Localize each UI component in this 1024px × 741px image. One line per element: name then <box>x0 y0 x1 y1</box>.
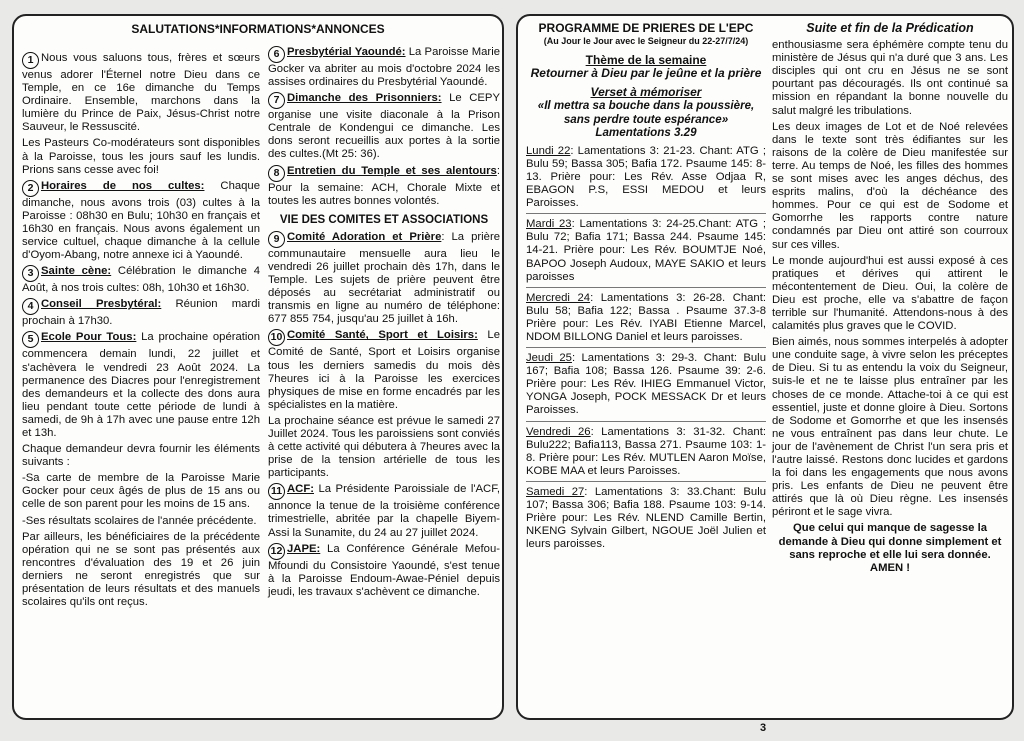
announcement-item <box>22 472 260 511</box>
day-text: : Lamentations 3: 29-3. Chant: Bulu 167; Bafia 108; Bassa 126. Psaume 39: 2-6. Prière pour: Les Rév. IHIEG Emmanuel Victor, YONGA Joseph, POCK MESSACK Dr et leurs Paroisses. <box>526 352 766 417</box>
item-text: : La prière communautaire mensuelle aura lieu le vendredi 26 juillet prochain dès 17h, dans le Temple. Les sujets de prière peuvent être déposés au secrétariat administratif ou transmis en ligne au numéro de téléphone: 677 855 754, jusqu'au 25 juillet à 16h. <box>268 230 500 326</box>
day-label: Mardi 23 <box>526 218 572 231</box>
item-number: 1 <box>22 52 39 69</box>
committee-item <box>268 329 500 411</box>
item-title: Entretien du Temple et ses alentours <box>287 164 497 177</box>
announcement-item <box>22 298 260 328</box>
item-title: Sainte cène: <box>41 265 112 278</box>
announcement-item <box>22 180 260 262</box>
theme-text: Retourner à Dieu par le jeûne et la prière <box>530 66 762 81</box>
item-number: 2 <box>22 180 39 197</box>
item-text: La prochaine séance est prévue le samedi 27 Juillet 2024. Tous les paroissiens sont conviés à cette activité qui débutera à 7heures avec la prise de la tension artérielle de tous les participants. <box>268 414 500 480</box>
announcement-item <box>268 46 500 89</box>
item-number: 4 <box>22 298 39 315</box>
item-text: La Conférence Générale Mefou-Mfoundi du Consistoire Yaoundé, s'est tenue à la Paroisse Endoum-Awae-Péniel depuis jeudi, les travaux s'achèvent ce dimanche. <box>268 542 500 598</box>
announcements-panel <box>12 14 504 720</box>
item-text: Par ailleurs, les bénéficiaires de la précédente opération qui ne se sont pas présentés aux rencontres d'évaluation des 19 et 26 juin derniers ne seront enregistrés que sur présentation de leurs résultats et des manuels scolaires qu'ils ont reçus. <box>22 530 260 609</box>
day-entry <box>526 486 766 554</box>
announcement-item <box>22 137 260 176</box>
announcements-column-2 <box>268 46 500 718</box>
announcement-item <box>22 515 260 528</box>
announcement-item <box>22 443 260 469</box>
item-text: Célébration le dimanche 4 Août, à nos trois cultes: 08h, 10h30 et 16h30. <box>22 265 260 295</box>
item-text: Le CEPY organise une visite diaconale à la Prison Centrale de Kondengui ce dimanche. Les dons seront recueillis aux portes à la sortie des cultes.(Mt 25: 36). <box>268 92 501 161</box>
day-entry <box>526 352 766 421</box>
item-text: -Ses résultats scolaires de l'année précédente. <box>22 514 257 527</box>
day-text: : Lamentations 3: 24-25.Chant: ATG ; Bulu 72; Bafia 171; Bassa 244. Psaume 145: 14-21. Prière pour: Les Rév. BOUMTJE Noé, BAPOO Joseph Audoux, MAYE SAKIO et leurs paroisses <box>526 218 766 283</box>
announcement-item <box>268 92 500 161</box>
committee-item <box>268 483 500 539</box>
committee-item <box>268 415 500 480</box>
day-text: : Lamentations 3: 26-28. Chant: Bulu 58; Bafia 122; Bassa . Psaume 37.3-8 Prière pour: Les Rév. IYABI Etienne Marcel, NDOM BILLONG Daniel et leurs paroisses. <box>526 291 766 343</box>
item-text: Le Comité de Santé, Sport et Loisirs organise tous les derniers samedis du mois dès 7heures ici à la Paroisse les exercices physiques de mise en forme encadrés par les spécialistes en la matière. <box>268 329 500 411</box>
sermon-suite-title: Suite et fin de la Prédication <box>806 21 974 35</box>
program-subtitle: (Au Jour le Jour avec le Seigneur du 22-27/7/24) <box>543 36 749 47</box>
announcement-item <box>22 531 260 610</box>
item-text: Chaque demandeur devra fournir les éléments suivants : <box>22 443 260 469</box>
item-number: 7 <box>268 92 285 109</box>
program-title: PROGRAMME DE PRIERES DE L'EPC <box>538 21 754 35</box>
committees-section-title: VIE DES COMITES ET ASSOCIATIONS <box>279 213 489 226</box>
sermon-paragraph: enthousiasme sera éphémère compte tenu du ministère de Jésus qui n'a duré que 3 ans. Les disciples qui ont cru en Jésus ne se sont pourtant pas découragés. Ils ont continué sa mission en répandant la bonne nouvelle du salut malgré les tribulations. <box>772 39 1008 117</box>
sermon-conclusion-column <box>772 22 1008 718</box>
verse-text: «Il mettra sa bouche dans la poussière, sans perdre toute espérance» Lamentations 3.29 <box>537 99 755 139</box>
item-title: Comité Adoration et Prière <box>287 230 442 243</box>
item-title: Ecole Pour Tous: <box>41 331 137 344</box>
day-text: : Lamentations 3: 31-32. Chant: Bulu222; Bafia113, Bassa 271. Psaume 103: 1-8. Prière pour: Les Rév. MUTLEN Aaron Moïse, KOBE MAA et leurs Paroisses. <box>526 425 766 477</box>
prayer-program-column <box>526 22 766 718</box>
committee-item <box>268 543 500 599</box>
announcement-item <box>22 265 260 295</box>
page-number: 3 <box>760 722 767 734</box>
item-number: 9 <box>268 231 285 248</box>
closing-text: Que celui qui manque de sagesse la demande à Dieu qui donne simplement et sans reproche et elle lui sera donnée. AMEN ! <box>778 522 1002 574</box>
item-text: La prochaine opération commencera demain lundi, 22 juillet et s'achèvera le vendredi 23 Août 2024. La permanence des Diacres pour l'enregistrement des demandeurs et la collecte des dons aura lieu pendant toute cette période de lundi à samedi, de 9h à 17h avec une pause entre 12h et 13h. <box>22 331 260 439</box>
announcement-item <box>22 331 260 440</box>
item-text: Chaque dimanche, nous avons trois (03) cultes à la Paroisse : 08h30 en Bulu; 10h30 en français et 16h30 en français. Nous avons également un service cultuel, chaque dimanche à la cellule d'Oyom-Abang, notre annexe ici à Yaoundé. <box>22 179 260 262</box>
item-number: 6 <box>268 46 285 63</box>
item-text: Nous vous saluons tous, frères et sœurs venus adorer l'Éternel notre Dieu dans ce Temple, en ce 16e dimanche du Temps Ordinaire. Ensemble, marchons dans la lumière du Prince de Paix, Jésus-Christ notre Sauveur, le Ressuscité. <box>22 52 260 134</box>
day-entry <box>526 292 766 348</box>
committee-item <box>268 231 500 327</box>
announcement-item <box>268 165 500 208</box>
announcement-item <box>22 52 260 134</box>
item-text: Les Pasteurs Co-modérateurs sont disponibles à la Paroisse, tous les jours sauf les lundis. Prions sans cesse avec foi! <box>22 137 260 176</box>
announcements-column-1 <box>22 52 260 718</box>
day-text: : Lamentations 3: 21-23. Chant: ATG ; Bulu 59; Bassa 305; Bafia 172. Psaume 145: 8-13. Prière pour: Les Rév. Asse Odjaa R, EBAGON P.S, ESSI MEDOU et leurs Paroisses. <box>526 144 766 210</box>
sermon-paragraph: Le monde aujourd'hui est aussi exposé à ces pratiques et dérives qui attirent le mécontentement de Dieu. Oui, la colère de Dieu est proche, elle va s'abattre de façon terrible sur l'humanité. Attendons-nous à des calamités plus graves que le COVID. <box>772 254 1008 333</box>
item-number: 10 <box>268 329 285 346</box>
daily-prayer-list <box>526 145 766 555</box>
item-title: ACF: <box>287 483 314 496</box>
item-title: Conseil Presbytéral: <box>41 298 162 311</box>
item-title: JAPE: <box>287 542 321 555</box>
item-title: Presbytérial Yaoundé: <box>287 46 406 58</box>
item-title: Dimanche des Prisonniers: <box>287 92 442 105</box>
item-title: Comité Santé, Sport et Loisirs: <box>287 329 478 342</box>
item-number: 3 <box>22 265 39 282</box>
verse-title: Verset à mémoriser <box>590 85 702 100</box>
item-text: Réunion mardi prochain à 17h30. <box>22 298 260 328</box>
prayer-program-panel <box>516 14 1014 720</box>
day-entry <box>526 426 766 482</box>
item-text: : Pour la semaine: ACH, Chorale Mixte et toutes les autres bonnes volontés. <box>268 164 500 207</box>
item-text: La Présidente Paroissiale de l'ACF, annonce la tenue de la troisième conférence trimestrielle, abritée par la chapelle Biyem-Assi la Sunamite, du 24 au 27 juillet 2024. <box>268 483 500 539</box>
announcements-header: SALUTATIONS*INFORMATIONS*ANNONCES <box>131 22 385 36</box>
theme-title: Thème de la semaine <box>585 53 707 68</box>
day-label: Mercredi 24 <box>526 291 591 304</box>
item-number: 11 <box>268 483 285 500</box>
day-label: Lundi 22 <box>526 144 571 157</box>
day-text: : Lamentations 3: 33.Chant: Bulu 107; Bassa 306; Bafia 188. Psaume 103: 9-14. Prière pour: Les Rév. NLEND Camille Bertin, NKENG Sylvain Gilbert, NGOUE Joël Julien et leurs paroisses. <box>526 485 766 551</box>
item-number: 8 <box>268 165 285 182</box>
sermon-paragraph: Bien aimés, nous sommes interpelés à adopter une conduite sage, à vivre selon les préceptes de Dieu. Si tu as entendu la voix du Seigneur, suis-le et ne te laisse plus entraîner par les choses de ce monde. Attache-toi à ce qui est essentiel, juste et donne gloire à Dieu. Sortons de Sodome et Gomorrhe et que les insensés ne vous entraînent pas dans leur chute. Le jour de l'avènement de Christ l'un sera pris et l'autre laissé. Restons donc lucides et gardons la foi dans les engagements que nous avons pris. Les enfants de Dieu ne peuvent être attirés que là où Dieu règne. Les insensés périront et le sage vivra. <box>772 336 1008 519</box>
item-number: 12 <box>268 543 285 560</box>
item-text: -Sa carte de membre de la Paroisse Marie Gocker pour ceux âgés de plus de 15 ans ou celle de son parent pour les moins de 15 ans. <box>22 472 260 511</box>
day-entry <box>526 218 766 287</box>
day-label: Samedi 27 <box>526 485 585 498</box>
item-number: 5 <box>22 331 39 348</box>
item-title: Horaires de nos cultes: <box>41 179 205 192</box>
item-text: La Paroisse Marie Gocker va abriter au mois d'octobre 2024 les assises ordinaires du Presbytérial Yaoundé. <box>268 46 500 89</box>
sermon-paragraph: Les deux images de Lot et de Noé relevées dans le texte sont très édifiantes sur les raisons de la colère de Dieu manifestée sur terre. Au temps de Noé, les filles des hommes se sont mises avec les anges déchus, des esprits malins, d'où la déchéance des hommes. Pour ce qui est de Sodome et Gomorrhe les rapports contre nature condamnés par Dieu ont attiré son courroux sur ces villes. <box>772 120 1008 251</box>
day-entry <box>526 145 766 214</box>
day-label: Vendredi 26 <box>526 425 591 438</box>
day-label: Jeudi 25 <box>526 352 572 365</box>
